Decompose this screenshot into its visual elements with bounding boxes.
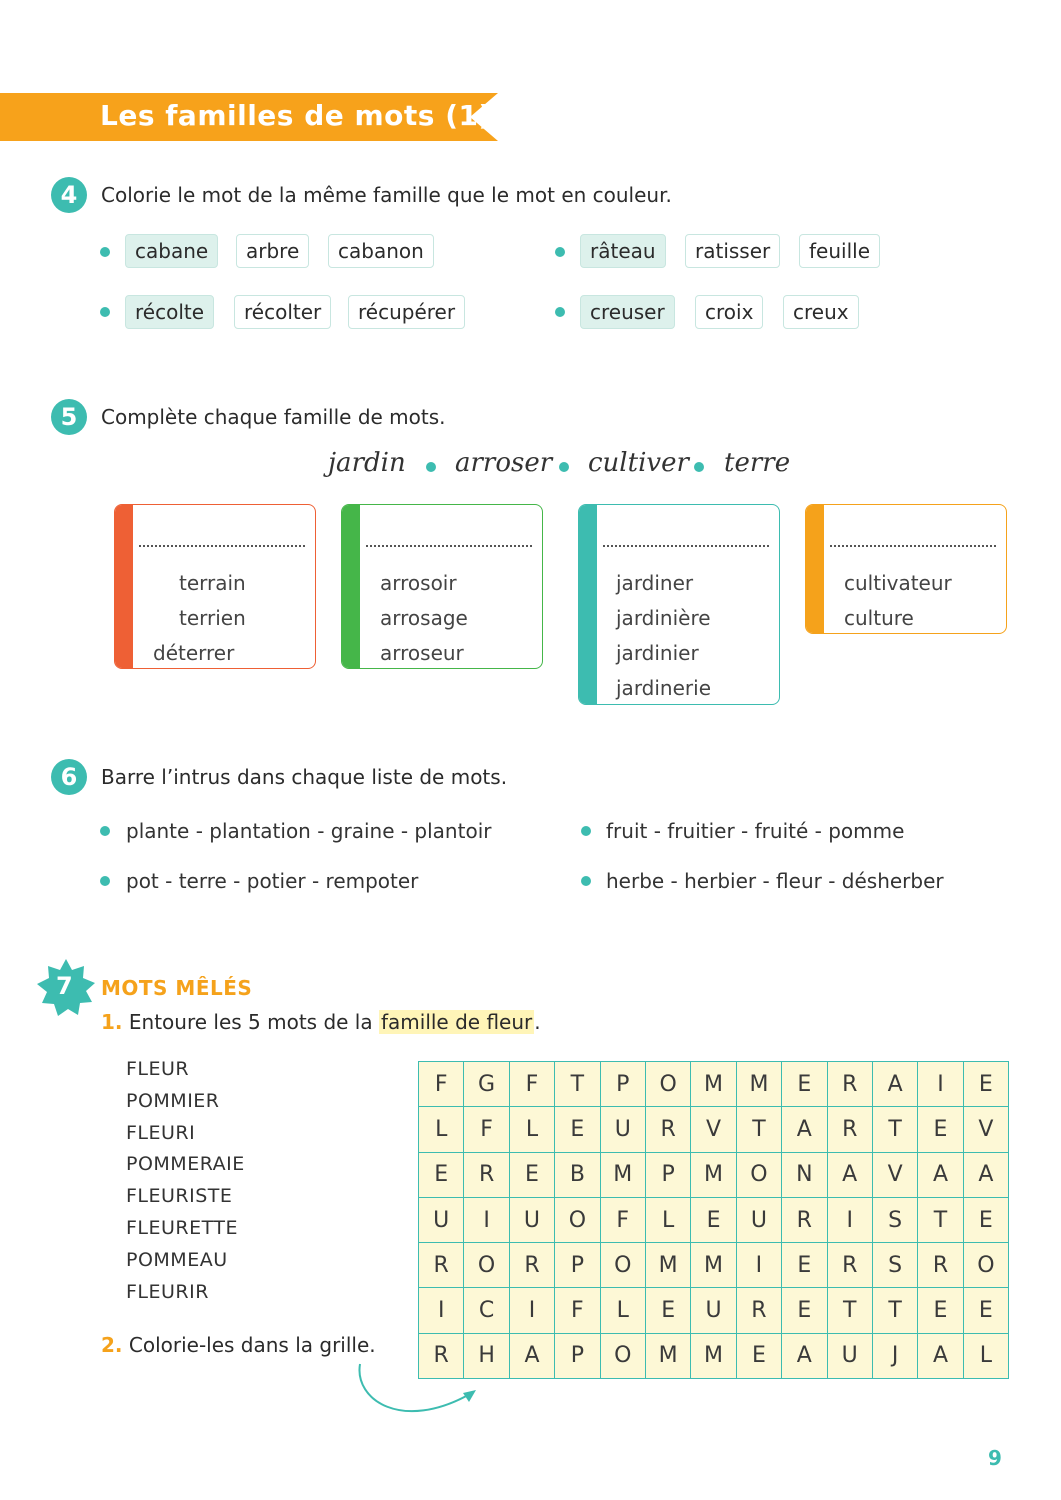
step-text: Entoure les 5 mots de la bbox=[128, 1010, 379, 1034]
title-banner bbox=[0, 93, 498, 141]
word-search-grid bbox=[418, 1061, 1009, 1379]
grid-cell[interactable]: T bbox=[872, 1107, 917, 1152]
grid-cell[interactable]: E bbox=[691, 1197, 736, 1242]
grid-cell[interactable]: N bbox=[782, 1152, 827, 1197]
exercise-6-instruction: Barre l’intrus dans chaque liste de mots. bbox=[101, 765, 508, 789]
word-list-item[interactable]: FLEURI bbox=[126, 1122, 196, 1144]
grid-cell[interactable]: O bbox=[736, 1152, 781, 1197]
grid-cell[interactable]: E bbox=[555, 1107, 600, 1152]
page-title: Les familles de mots (1) bbox=[100, 99, 492, 132]
grid-cell[interactable]: U bbox=[509, 1197, 554, 1242]
family-word: cultivateur bbox=[844, 571, 952, 595]
grid-cell[interactable]: T bbox=[827, 1288, 872, 1333]
bullet bbox=[559, 462, 569, 472]
grid-cell[interactable]: V bbox=[963, 1107, 1008, 1152]
bullet bbox=[694, 462, 704, 472]
bullet bbox=[100, 307, 110, 317]
grid-cell[interactable]: E bbox=[963, 1197, 1008, 1242]
exercise-5-number: 5 bbox=[51, 399, 87, 435]
grid-cell[interactable]: O bbox=[645, 1062, 690, 1107]
grid-cell[interactable]: E bbox=[963, 1062, 1008, 1107]
grid-cell[interactable]: E bbox=[918, 1288, 963, 1333]
grid-cell[interactable]: M bbox=[691, 1243, 736, 1288]
grid-cell[interactable]: S bbox=[872, 1197, 917, 1242]
word-option[interactable]: arbre bbox=[236, 234, 309, 268]
family-word: jardinerie bbox=[616, 676, 711, 700]
cursive-word: arroser bbox=[455, 448, 553, 478]
grid-cell[interactable]: O bbox=[600, 1333, 645, 1378]
target-word: râteau bbox=[580, 234, 666, 268]
word-list[interactable]: plante - plantation - graine - plantoir bbox=[126, 819, 492, 843]
grid-cell[interactable]: P bbox=[645, 1152, 690, 1197]
grid-cell[interactable]: F bbox=[464, 1107, 509, 1152]
grid-cell[interactable]: P bbox=[555, 1333, 600, 1378]
word-list-item[interactable]: FLEUR bbox=[126, 1058, 190, 1080]
grid-cell[interactable]: O bbox=[464, 1243, 509, 1288]
grid-cell[interactable]: P bbox=[600, 1062, 645, 1107]
family-word: déterrer bbox=[153, 641, 235, 665]
word-list-item[interactable]: FLEURIR bbox=[126, 1281, 209, 1303]
word-list[interactable]: herbe - herbier - fleur - désherber bbox=[606, 869, 944, 893]
bullet bbox=[100, 247, 110, 257]
bullet bbox=[100, 826, 110, 836]
family-word: jardinière bbox=[616, 606, 711, 630]
grid-cell[interactable]: A bbox=[872, 1062, 917, 1107]
family-card-terre bbox=[114, 504, 316, 669]
grid-cell[interactable]: A bbox=[509, 1333, 554, 1378]
grid-cell[interactable]: U bbox=[736, 1197, 781, 1242]
grid-cell[interactable]: P bbox=[555, 1243, 600, 1288]
answer-blank[interactable] bbox=[603, 545, 769, 547]
grid-row bbox=[419, 1062, 1009, 1107]
grid-cell[interactable]: O bbox=[963, 1243, 1008, 1288]
grid-cell[interactable]: A bbox=[782, 1333, 827, 1378]
grid-cell[interactable]: E bbox=[782, 1288, 827, 1333]
exercise-4-number: 4 bbox=[51, 177, 87, 213]
grid-cell[interactable]: I bbox=[827, 1197, 872, 1242]
grid-cell[interactable]: M bbox=[645, 1333, 690, 1378]
grid-cell[interactable]: E bbox=[782, 1243, 827, 1288]
grid-cell[interactable]: R bbox=[827, 1243, 872, 1288]
answer-blank[interactable] bbox=[366, 545, 532, 547]
grid-cell[interactable]: L bbox=[645, 1197, 690, 1242]
cursive-word: jardin bbox=[328, 448, 406, 478]
grid-cell[interactable]: M bbox=[691, 1062, 736, 1107]
grid-cell[interactable]: E bbox=[736, 1333, 781, 1378]
word-option[interactable]: creux bbox=[783, 295, 859, 329]
grid-cell[interactable]: A bbox=[827, 1152, 872, 1197]
grid-cell[interactable]: F bbox=[600, 1197, 645, 1242]
word-list-item[interactable]: POMMERAIE bbox=[126, 1153, 245, 1175]
grid-row bbox=[419, 1152, 1009, 1197]
word-option[interactable]: cabanon bbox=[328, 234, 434, 268]
grid-cell[interactable]: R bbox=[419, 1333, 464, 1378]
grid-cell[interactable]: M bbox=[691, 1152, 736, 1197]
grid-cell[interactable]: T bbox=[872, 1288, 917, 1333]
word-list[interactable]: fruit - fruitier - fruité - pomme bbox=[606, 819, 905, 843]
family-word: arroseur bbox=[380, 641, 464, 665]
card-color-bar bbox=[342, 505, 360, 668]
bullet bbox=[581, 826, 591, 836]
exercise-6-number: 6 bbox=[51, 759, 87, 795]
grid-cell[interactable]: T bbox=[736, 1107, 781, 1152]
exercise-7-title: MOTS MÊLÉS bbox=[101, 976, 253, 1000]
grid-cell[interactable]: A bbox=[918, 1152, 963, 1197]
grid-cell[interactable]: R bbox=[419, 1243, 464, 1288]
grid-row bbox=[419, 1288, 1009, 1333]
word-option[interactable]: croix bbox=[695, 295, 763, 329]
card-color-bar bbox=[115, 505, 133, 668]
grid-cell[interactable]: E bbox=[419, 1152, 464, 1197]
grid-cell[interactable]: R bbox=[509, 1243, 554, 1288]
family-word: jardinier bbox=[616, 641, 699, 665]
exercise-5-instruction: Complète chaque famille de mots. bbox=[101, 405, 446, 429]
family-word: jardiner bbox=[616, 571, 694, 595]
grid-cell[interactable]: R bbox=[918, 1243, 963, 1288]
grid-cell[interactable]: S bbox=[872, 1243, 917, 1288]
target-word: récolte bbox=[125, 295, 214, 329]
bullet bbox=[555, 247, 565, 257]
word-option[interactable]: ratisser bbox=[685, 234, 780, 268]
page-number: 9 bbox=[988, 1446, 1002, 1470]
family-card-cultiver bbox=[805, 504, 1007, 634]
grid-cell[interactable]: R bbox=[827, 1107, 872, 1152]
target-word: cabane bbox=[125, 234, 218, 268]
grid-cell[interactable]: I bbox=[419, 1288, 464, 1333]
bullet bbox=[100, 876, 110, 886]
grid-cell[interactable]: E bbox=[645, 1288, 690, 1333]
exercise-7-step-1 bbox=[101, 1010, 541, 1034]
word-list-item[interactable]: POMMEAU bbox=[126, 1249, 228, 1271]
word-option[interactable]: récupérer bbox=[348, 295, 465, 329]
grid-cell[interactable]: R bbox=[782, 1197, 827, 1242]
card-color-bar bbox=[579, 505, 597, 704]
grid-cell[interactable]: E bbox=[509, 1152, 554, 1197]
grid-cell[interactable]: J bbox=[872, 1333, 917, 1378]
grid-cell[interactable]: I bbox=[509, 1288, 554, 1333]
family-word: arrosoir bbox=[380, 571, 457, 595]
answer-blank[interactable] bbox=[830, 545, 996, 547]
grid-cell[interactable]: M bbox=[600, 1152, 645, 1197]
grid-cell[interactable]: F bbox=[509, 1062, 554, 1107]
grid-cell[interactable]: O bbox=[600, 1243, 645, 1288]
exercise-7-number: 7 bbox=[56, 972, 73, 1000]
family-word: terrain bbox=[179, 571, 246, 595]
grid-cell[interactable]: T bbox=[918, 1197, 963, 1242]
grid-cell[interactable]: U bbox=[600, 1107, 645, 1152]
grid-cell[interactable]: E bbox=[918, 1107, 963, 1152]
grid-cell[interactable]: R bbox=[736, 1288, 781, 1333]
bullet bbox=[555, 307, 565, 317]
grid-row bbox=[419, 1333, 1009, 1378]
grid-cell[interactable]: L bbox=[419, 1107, 464, 1152]
grid-cell[interactable]: H bbox=[464, 1333, 509, 1378]
answer-blank[interactable] bbox=[139, 545, 305, 547]
step-number: 1. bbox=[101, 1010, 123, 1034]
grid-cell[interactable]: A bbox=[918, 1333, 963, 1378]
bullet bbox=[426, 462, 436, 472]
grid-cell[interactable]: V bbox=[872, 1152, 917, 1197]
word-option[interactable]: feuille bbox=[799, 234, 880, 268]
grid-cell[interactable]: A bbox=[963, 1152, 1008, 1197]
exercise-4-instruction: Colorie le mot de la même famille que le mot en couleur. bbox=[101, 183, 672, 207]
grid-cell[interactable]: U bbox=[419, 1197, 464, 1242]
grid-cell[interactable]: E bbox=[963, 1288, 1008, 1333]
grid-cell[interactable]: M bbox=[691, 1333, 736, 1378]
grid-cell[interactable]: B bbox=[555, 1152, 600, 1197]
grid-cell[interactable]: I bbox=[464, 1197, 509, 1242]
grid-cell[interactable]: R bbox=[464, 1152, 509, 1197]
grid-cell[interactable]: R bbox=[645, 1107, 690, 1152]
cursive-word: terre bbox=[724, 448, 791, 478]
grid-cell[interactable]: U bbox=[827, 1333, 872, 1378]
grid-cell[interactable]: G bbox=[464, 1062, 509, 1107]
bullet bbox=[581, 876, 591, 886]
grid-cell[interactable]: L bbox=[509, 1107, 554, 1152]
family-card-jardin bbox=[578, 504, 780, 705]
grid-cell[interactable]: E bbox=[782, 1062, 827, 1107]
step-number: 2. bbox=[101, 1333, 123, 1357]
grid-cell[interactable]: L bbox=[600, 1288, 645, 1333]
grid-cell[interactable]: M bbox=[645, 1243, 690, 1288]
grid-cell[interactable]: F bbox=[555, 1288, 600, 1333]
grid-cell[interactable]: V bbox=[691, 1107, 736, 1152]
grid-cell[interactable]: O bbox=[555, 1197, 600, 1242]
grid-row bbox=[419, 1107, 1009, 1152]
target-word: creuser bbox=[580, 295, 675, 329]
highlight-text: famille de fleur bbox=[380, 1010, 533, 1034]
grid-cell[interactable]: T bbox=[555, 1062, 600, 1107]
grid-cell[interactable]: U bbox=[691, 1288, 736, 1333]
step-text: Colorie-les dans la grille. bbox=[128, 1333, 376, 1357]
grid-cell[interactable]: M bbox=[736, 1062, 781, 1107]
grid-row bbox=[419, 1243, 1009, 1288]
family-word: arrosage bbox=[380, 606, 468, 630]
family-word: culture bbox=[844, 606, 914, 630]
word-option[interactable]: récolter bbox=[234, 295, 331, 329]
grid-row bbox=[419, 1197, 1009, 1242]
family-word: terrien bbox=[179, 606, 246, 630]
grid-cell[interactable]: F bbox=[419, 1062, 464, 1107]
grid-cell[interactable]: A bbox=[782, 1107, 827, 1152]
word-list-item[interactable]: POMMIER bbox=[126, 1090, 220, 1112]
card-color-bar bbox=[806, 505, 824, 633]
exercise-7-step-2 bbox=[101, 1333, 376, 1357]
grid-cell[interactable]: I bbox=[736, 1243, 781, 1288]
step-text-end: . bbox=[534, 1010, 541, 1034]
word-list[interactable]: pot - terre - potier - rempoter bbox=[126, 869, 419, 893]
grid-cell[interactable]: I bbox=[918, 1062, 963, 1107]
cursive-word: cultiver bbox=[588, 448, 689, 478]
family-card-arroser bbox=[341, 504, 543, 669]
word-list-item[interactable]: FLEURETTE bbox=[126, 1217, 239, 1239]
grid-cell[interactable]: R bbox=[827, 1062, 872, 1107]
grid-cell[interactable]: L bbox=[963, 1333, 1008, 1378]
word-list-item[interactable]: FLEURISTE bbox=[126, 1185, 233, 1207]
grid-cell[interactable]: C bbox=[464, 1288, 509, 1333]
